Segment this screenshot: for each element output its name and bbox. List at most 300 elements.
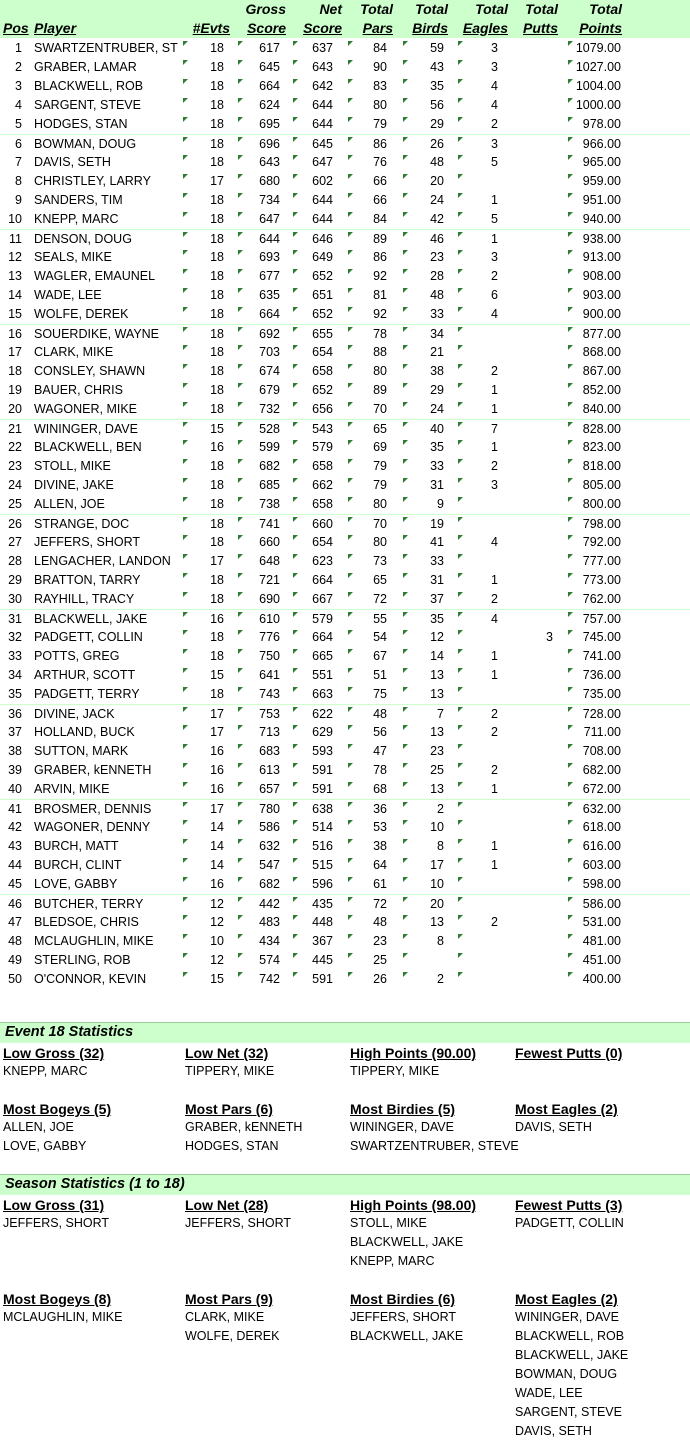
cell-pars: 26 xyxy=(373,972,387,986)
cell-pars: 47 xyxy=(373,744,387,758)
cell-gross: 643 xyxy=(259,155,280,169)
cell-pos: 48 xyxy=(8,934,22,948)
cell-pos: 25 xyxy=(8,497,22,511)
cell-evts: 14 xyxy=(210,820,224,834)
cell-gross: 753 xyxy=(259,707,280,721)
cell-gross: 682 xyxy=(259,459,280,473)
cell-evts: 14 xyxy=(210,839,224,853)
cell-evts: 18 xyxy=(210,345,224,359)
cell-gross: 693 xyxy=(259,250,280,264)
cell-pos: 7 xyxy=(15,155,22,169)
cell-gross: 692 xyxy=(259,327,280,341)
cell-evts: 18 xyxy=(210,232,224,246)
cell-evts: 18 xyxy=(210,250,224,264)
cell-gross: 483 xyxy=(259,915,280,929)
cell-net: 591 xyxy=(312,972,333,986)
cell-net: 644 xyxy=(312,212,333,226)
cell-gross: 680 xyxy=(259,174,280,188)
cell-player: WAGONER, DENNY xyxy=(34,820,151,834)
cell-evts: 18 xyxy=(210,269,224,283)
cell-player: ARVIN, MIKE xyxy=(34,782,110,796)
cell-comment-marker xyxy=(458,497,463,502)
cell-evts: 12 xyxy=(210,953,224,967)
table-row xyxy=(0,875,690,894)
cell-evts: 17 xyxy=(210,554,224,568)
cell-gross: 664 xyxy=(259,79,280,93)
table-row xyxy=(0,210,690,229)
cell-eagles: 5 xyxy=(491,155,498,169)
cell-evts: 18 xyxy=(210,137,224,151)
cell-pos: 16 xyxy=(8,327,22,341)
cell-pos: 30 xyxy=(8,592,22,606)
cell-points: 792.00 xyxy=(582,535,621,549)
cell-evts: 18 xyxy=(210,212,224,226)
cell-net: 516 xyxy=(312,839,333,853)
cell-points: 745.00 xyxy=(582,630,621,644)
cell-net: 602 xyxy=(312,174,333,188)
cell-net: 658 xyxy=(312,459,333,473)
cell-player: ARTHUR, SCOTT xyxy=(34,668,136,682)
cell-pars: 83 xyxy=(373,79,387,93)
cell-gross: 574 xyxy=(259,953,280,967)
stat-player-name: JEFFERS, SHORT xyxy=(350,1310,457,1324)
cell-net: 658 xyxy=(312,364,333,378)
table-row xyxy=(0,590,690,609)
cell-pos: 13 xyxy=(8,269,22,283)
cell-comment-marker xyxy=(403,953,408,958)
cell-points: 828.00 xyxy=(582,422,621,436)
cell-points: 908.00 xyxy=(582,269,621,283)
table-row xyxy=(0,951,690,970)
cell-comment-marker xyxy=(458,174,463,179)
cell-points: 603.00 xyxy=(582,858,621,872)
cell-player: BLACKWELL, BEN xyxy=(34,440,142,454)
cell-gross: 674 xyxy=(259,364,280,378)
stat-player-name: BOWMAN, DOUG xyxy=(515,1367,618,1381)
event-stats-title: Event 18 Statistics xyxy=(5,1024,134,1040)
stat-player-name: TIPPERY, MIKE xyxy=(350,1064,440,1078)
cell-birds: 8 xyxy=(437,934,444,948)
cell-points: 951.00 xyxy=(582,193,621,207)
cell-player: WADE, LEE xyxy=(34,288,102,302)
cell-pos: 24 xyxy=(8,478,22,492)
table-row xyxy=(0,248,690,267)
cell-gross: 685 xyxy=(259,478,280,492)
cell-birds: 33 xyxy=(430,459,444,473)
cell-gross: 732 xyxy=(259,402,280,416)
cell-pos: 8 xyxy=(15,174,22,188)
col-header-eagles: Total Eagles xyxy=(462,1,508,36)
stat-player-name: STOLL, MIKE xyxy=(350,1216,427,1230)
cell-pars: 69 xyxy=(373,440,387,454)
col-header-player: Player xyxy=(34,20,77,36)
stat-heading: Low Net (28) xyxy=(185,1197,269,1213)
table-row xyxy=(0,571,690,590)
cell-pars: 73 xyxy=(373,554,387,568)
cell-eagles: 2 xyxy=(491,269,498,283)
stat-heading: Most Birdies (6) xyxy=(350,1291,456,1307)
cell-points: 966.00 xyxy=(582,137,621,151)
cell-player: DAVIS, SETH xyxy=(34,155,111,169)
table-row xyxy=(0,343,690,362)
table-row xyxy=(0,761,690,780)
table-row xyxy=(0,362,690,381)
cell-birds: 12 xyxy=(430,630,444,644)
cell-evts: 18 xyxy=(210,155,224,169)
cell-net: 643 xyxy=(312,60,333,74)
cell-net: 649 xyxy=(312,250,333,264)
cell-eagles: 1 xyxy=(491,232,498,246)
cell-evts: 18 xyxy=(210,60,224,74)
cell-eagles: 7 xyxy=(491,422,498,436)
cell-points: 800.00 xyxy=(582,497,621,511)
cell-points: 823.00 xyxy=(582,440,621,454)
cell-player: WAGLER, EMAUNEL xyxy=(34,269,156,283)
cell-pars: 64 xyxy=(373,858,387,872)
cell-points: 598.00 xyxy=(582,877,621,891)
table-row xyxy=(0,476,690,495)
cell-pars: 80 xyxy=(373,497,387,511)
cell-gross: 683 xyxy=(259,744,280,758)
table-row xyxy=(0,495,690,514)
cell-pars: 79 xyxy=(373,459,387,473)
cell-pars: 25 xyxy=(373,953,387,967)
cell-pars: 80 xyxy=(373,535,387,549)
cell-comment-marker xyxy=(458,517,463,522)
stat-player-name: HODGES, STAN xyxy=(185,1139,279,1153)
cell-net: 660 xyxy=(312,517,333,531)
cell-birds: 10 xyxy=(430,820,444,834)
cell-pos: 47 xyxy=(8,915,22,929)
cell-net: 596 xyxy=(312,877,333,891)
cell-gross: 647 xyxy=(259,212,280,226)
cell-birds: 13 xyxy=(430,687,444,701)
cell-gross: 695 xyxy=(259,117,280,131)
cell-player: CHRISTLEY, LARRY xyxy=(34,174,151,188)
cell-evts: 18 xyxy=(210,288,224,302)
cell-net: 593 xyxy=(312,744,333,758)
cell-player: POTTS, GREG xyxy=(34,649,120,663)
cell-player: CONSLEY, SHAWN xyxy=(34,364,146,378)
cell-evts: 18 xyxy=(210,79,224,93)
cell-points: 900.00 xyxy=(582,307,621,321)
cell-pos: 43 xyxy=(8,839,22,853)
cell-evts: 15 xyxy=(210,422,224,436)
cell-comment-marker xyxy=(458,327,463,332)
cell-pos: 50 xyxy=(8,972,22,986)
cell-comment-marker xyxy=(458,820,463,825)
cell-points: 586.00 xyxy=(582,897,621,911)
cell-pos: 19 xyxy=(8,383,22,397)
cell-birds: 41 xyxy=(430,535,444,549)
cell-gross: 734 xyxy=(259,193,280,207)
cell-gross: 442 xyxy=(259,897,280,911)
table-row xyxy=(0,96,690,115)
stat-heading: Most Bogeys (8) xyxy=(3,1291,112,1307)
cell-pars: 36 xyxy=(373,802,387,816)
cell-pos: 37 xyxy=(8,725,22,739)
cell-evts: 16 xyxy=(210,440,224,454)
stat-player-name: TIPPERY, MIKE xyxy=(185,1064,275,1078)
cell-points: 777.00 xyxy=(582,554,621,568)
cell-points: 1079.00 xyxy=(575,41,621,55)
cell-comment-marker xyxy=(458,554,463,559)
cell-player: CLARK, MIKE xyxy=(34,345,114,359)
cell-evts: 18 xyxy=(210,364,224,378)
cell-pos: 44 xyxy=(8,858,22,872)
table-row xyxy=(0,286,690,305)
cell-points: 735.00 xyxy=(582,687,621,701)
cell-gross: 677 xyxy=(259,269,280,283)
cell-eagles: 2 xyxy=(491,364,498,378)
cell-pars: 89 xyxy=(373,383,387,397)
cell-points: 481.00 xyxy=(582,934,621,948)
cell-putts: 3 xyxy=(546,630,553,644)
cell-birds: 20 xyxy=(430,897,444,911)
cell-net: 646 xyxy=(312,232,333,246)
cell-gross: 750 xyxy=(259,649,280,663)
cell-pars: 84 xyxy=(373,41,387,55)
cell-player: MCLAUGHLIN, MIKE xyxy=(34,934,154,948)
cell-pars: 48 xyxy=(373,915,387,929)
cell-net: 655 xyxy=(312,327,333,341)
cell-evts: 14 xyxy=(210,858,224,872)
cell-evts: 18 xyxy=(210,327,224,341)
cell-evts: 18 xyxy=(210,630,224,644)
cell-points: 940.00 xyxy=(582,212,621,226)
cell-evts: 16 xyxy=(210,782,224,796)
table-row xyxy=(0,552,690,571)
cell-pos: 2 xyxy=(15,60,22,74)
cell-eagles: 3 xyxy=(491,250,498,264)
cell-evts: 15 xyxy=(210,972,224,986)
cell-net: 658 xyxy=(312,497,333,511)
cell-gross: 635 xyxy=(259,288,280,302)
cell-eagles: 1 xyxy=(491,193,498,207)
table-row xyxy=(0,704,690,723)
cell-player: HODGES, STAN xyxy=(34,117,128,131)
cell-net: 663 xyxy=(312,687,333,701)
cell-birds: 31 xyxy=(430,573,444,587)
stat-heading: High Points (90.00) xyxy=(350,1045,477,1061)
table-row xyxy=(0,438,690,457)
cell-evts: 12 xyxy=(210,915,224,929)
cell-evts: 16 xyxy=(210,877,224,891)
cell-pars: 79 xyxy=(373,478,387,492)
cell-player: PADGETT, TERRY xyxy=(34,687,140,701)
cell-eagles: 1 xyxy=(491,668,498,682)
table-row xyxy=(0,305,690,324)
cell-gross: 613 xyxy=(259,763,280,777)
cell-gross: 721 xyxy=(259,573,280,587)
cell-gross: 645 xyxy=(259,60,280,74)
cell-evts: 16 xyxy=(210,763,224,777)
cell-points: 1027.00 xyxy=(575,60,621,74)
cell-birds: 21 xyxy=(430,345,444,359)
cell-player: STERLING, ROB xyxy=(34,953,131,967)
cell-eagles: 2 xyxy=(491,725,498,739)
stat-player-name: WININGER, DAVE xyxy=(515,1310,619,1324)
table-row xyxy=(0,267,690,286)
cell-points: 672.00 xyxy=(582,782,621,796)
stat-heading: Fewest Putts (3) xyxy=(515,1197,623,1213)
cell-player: KNEPP, MARC xyxy=(34,212,119,226)
cell-pars: 23 xyxy=(373,934,387,948)
cell-net: 543 xyxy=(312,422,333,436)
cell-player: HOLLAND, BUCK xyxy=(34,725,135,739)
table-row xyxy=(0,58,690,77)
cell-net: 644 xyxy=(312,98,333,112)
cell-birds: 25 xyxy=(430,763,444,777)
cell-points: 913.00 xyxy=(582,250,621,264)
cell-net: 623 xyxy=(312,554,333,568)
stat-player-name: SWARTZENTRUBER, STEVE xyxy=(350,1139,519,1153)
stat-player-name: KNEPP, MARC xyxy=(350,1254,435,1268)
cell-birds: 40 xyxy=(430,422,444,436)
cell-eagles: 3 xyxy=(491,41,498,55)
cell-points: 400.00 xyxy=(582,972,621,986)
cell-pos: 20 xyxy=(8,402,22,416)
cell-player: BAUER, CHRIS xyxy=(34,383,123,397)
cell-pos: 42 xyxy=(8,820,22,834)
cell-player: SUTTON, MARK xyxy=(34,744,129,758)
cell-birds: 26 xyxy=(430,137,444,151)
cell-net: 656 xyxy=(312,402,333,416)
cell-pars: 48 xyxy=(373,707,387,721)
cell-evts: 18 xyxy=(210,535,224,549)
cell-net: 435 xyxy=(312,897,333,911)
cell-points: 618.00 xyxy=(582,820,621,834)
cell-gross: 682 xyxy=(259,877,280,891)
cell-player: SANDERS, TIM xyxy=(34,193,123,207)
cell-pos: 14 xyxy=(8,288,22,302)
cell-evts: 18 xyxy=(210,41,224,55)
stat-player-name: MCLAUGHLIN, MIKE xyxy=(3,1310,123,1324)
cell-player: ALLEN, JOE xyxy=(34,497,105,511)
table-row xyxy=(0,856,690,875)
cell-birds: 19 xyxy=(430,517,444,531)
cell-pos: 33 xyxy=(8,649,22,663)
cell-net: 664 xyxy=(312,630,333,644)
stat-heading: Most Eagles (2) xyxy=(515,1291,618,1307)
cell-pos: 12 xyxy=(8,250,22,264)
cell-eagles: 1 xyxy=(491,383,498,397)
cell-evts: 17 xyxy=(210,802,224,816)
cell-pos: 31 xyxy=(8,612,22,626)
cell-points: 728.00 xyxy=(582,707,621,721)
table-row xyxy=(0,723,690,742)
cell-eagles: 1 xyxy=(491,782,498,796)
table-row xyxy=(0,932,690,951)
cell-evts: 10 xyxy=(210,934,224,948)
cell-net: 579 xyxy=(312,612,333,626)
col-header-gross: Gross Score xyxy=(245,1,286,36)
cell-gross: 617 xyxy=(259,41,280,55)
cell-gross: 703 xyxy=(259,345,280,359)
table-row xyxy=(0,780,690,799)
cell-player: BUTCHER, TERRY xyxy=(34,897,144,911)
cell-net: 367 xyxy=(312,934,333,948)
cell-eagles: 1 xyxy=(491,839,498,853)
cell-net: 644 xyxy=(312,117,333,131)
stat-heading: High Points (98.00) xyxy=(350,1197,477,1213)
cell-player: RAYHILL, TRACY xyxy=(34,592,135,606)
cell-pars: 80 xyxy=(373,364,387,378)
cell-pos: 27 xyxy=(8,535,22,549)
cell-points: 868.00 xyxy=(582,345,621,359)
cell-points: 1000.00 xyxy=(575,98,621,112)
table-row xyxy=(0,609,690,628)
cell-eagles: 4 xyxy=(491,307,498,321)
cell-pos: 38 xyxy=(8,744,22,758)
cell-birds: 46 xyxy=(430,232,444,246)
cell-player: WOLFE, DEREK xyxy=(34,307,129,321)
cell-player: BLACKWELL, JAKE xyxy=(34,612,148,626)
stat-player-name: CLARK, MIKE xyxy=(185,1310,265,1324)
cell-pos: 36 xyxy=(8,707,22,721)
cell-pos: 34 xyxy=(8,668,22,682)
cell-points: 840.00 xyxy=(582,402,621,416)
cell-evts: 17 xyxy=(210,707,224,721)
cell-pos: 4 xyxy=(15,98,22,112)
cell-evts: 12 xyxy=(210,897,224,911)
cell-birds: 56 xyxy=(430,98,444,112)
cell-birds: 33 xyxy=(430,554,444,568)
cell-points: 1004.00 xyxy=(575,79,621,93)
cell-pars: 72 xyxy=(373,897,387,911)
cell-net: 645 xyxy=(312,137,333,151)
cell-points: 682.00 xyxy=(582,763,621,777)
cell-player: JEFFERS, SHORT xyxy=(34,535,141,549)
cell-birds: 20 xyxy=(430,174,444,188)
cell-pos: 21 xyxy=(8,422,22,436)
cell-gross: 776 xyxy=(259,630,280,644)
cell-birds: 48 xyxy=(430,288,444,302)
cell-birds: 34 xyxy=(430,327,444,341)
cell-eagles: 3 xyxy=(491,137,498,151)
cell-player: SWARTZENTRUBER, ST xyxy=(34,41,178,55)
table-row xyxy=(0,533,690,552)
cell-points: 757.00 xyxy=(582,612,621,626)
cell-birds: 24 xyxy=(430,193,444,207)
stat-heading: Low Gross (31) xyxy=(3,1197,105,1213)
cell-birds: 17 xyxy=(430,858,444,872)
cell-player: LOVE, GABBY xyxy=(34,877,118,891)
cell-pars: 55 xyxy=(373,612,387,626)
cell-pars: 78 xyxy=(373,327,387,341)
cell-net: 638 xyxy=(312,802,333,816)
stat-player-name: WININGER, DAVE xyxy=(350,1120,454,1134)
cell-pos: 23 xyxy=(8,459,22,473)
cell-pos: 29 xyxy=(8,573,22,587)
cell-net: 654 xyxy=(312,345,333,359)
cell-player: PADGETT, COLLIN xyxy=(34,630,143,644)
cell-net: 591 xyxy=(312,763,333,777)
cell-player: BROSMER, DENNIS xyxy=(34,802,152,816)
cell-pars: 61 xyxy=(373,877,387,891)
stat-heading: Low Gross (32) xyxy=(3,1045,105,1061)
stat-player-name: BLACKWELL, JAKE xyxy=(350,1329,464,1343)
cell-points: 903.00 xyxy=(582,288,621,302)
cell-net: 579 xyxy=(312,440,333,454)
cell-pos: 9 xyxy=(15,193,22,207)
cell-player: GRABER, kENNETH xyxy=(34,763,152,777)
season-stats-title: Season Statistics (1 to 18) xyxy=(5,1176,185,1192)
stat-player-name: PADGETT, COLLIN xyxy=(515,1216,624,1230)
cell-birds: 43 xyxy=(430,60,444,74)
cell-evts: 18 xyxy=(210,573,224,587)
cell-pos: 46 xyxy=(8,897,22,911)
